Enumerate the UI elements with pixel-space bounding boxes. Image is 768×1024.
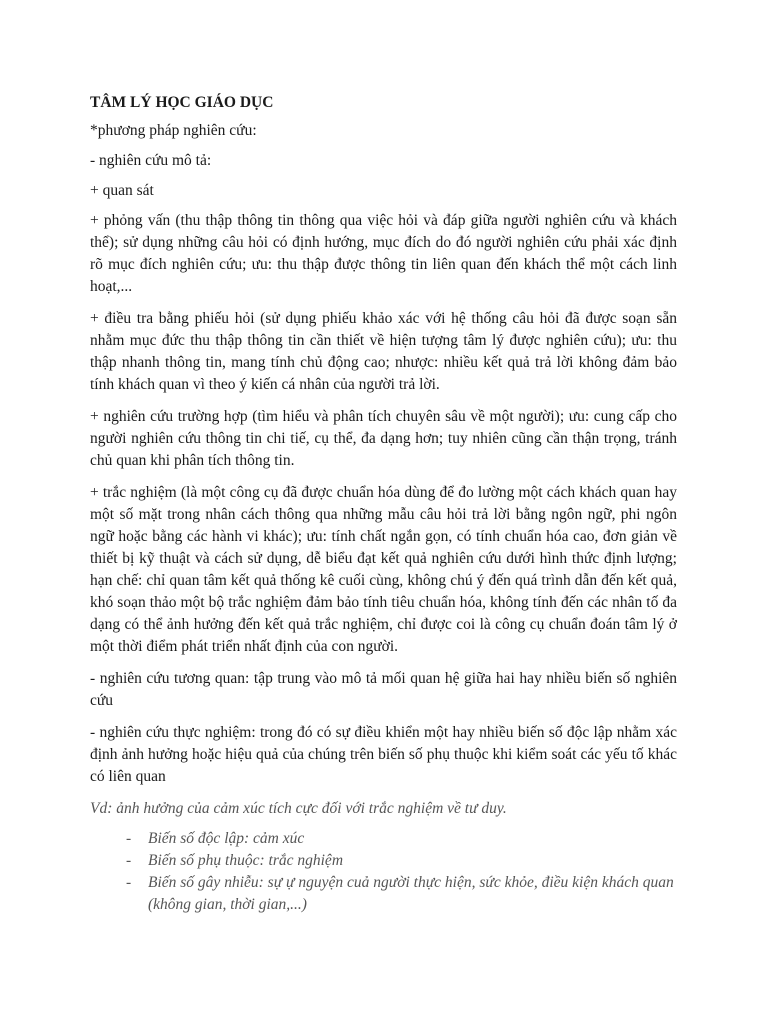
document-title: TÂM LÝ HỌC GIÁO DỤC	[90, 94, 274, 111]
item-case-study: + nghiên cứu trường hợp (tìm hiểu và phân tích chuyên sâu về một người); ưu: cung cấp cho người nghiên cứu thông tin chi tiế, cụ thể, đa dạng hơn; tuy nhiên cũng cần thận trọng, tránh chủ quan khi phân tích thông tin.	[90, 408, 677, 469]
list-item-text: Biến số gây nhiễu: sự ự nguyện cuả người thực hiện, sức khỏe, điều kiện khách quan (không gian, thời gian,...)	[148, 874, 674, 913]
list-dash-marker: -	[126, 830, 132, 847]
item-psychological-test: + trắc nghiệm (là một công cụ đã được chuẩn hóa dùng để đo lường một cách khách quan hay một số mặt trong nhân cách thông qua những mẫu câu hỏi trả lời bằng ngôn ngữ, phi ngôn ngữ hoặc bằng các hành vi khác); ưu: tính chất ngắn gọn, có tính chuẩn hóa cao, đơn giản về thiết bị kỹ thuật và cách sử dụng, dễ biểu đạt kết quả nghiên cứu dưới hình thức định lượng; hạn chế: chỉ quan tâm kết quả thống kê cuối cùng, không chú ý đến quá trình dẫn đến kết quả, khó soạn thảo một bộ trắc nghiệm đảm bảo tính tiêu chuẩn hóa, không tính đến các nhân tố đa dạng có thể ảnh hưởng đến kết quả trắc nghiệm, chỉ được coi là công cụ chuẩn đoán tâm lý ở một thời điểm phát triển nhất định của con người.	[90, 484, 677, 655]
list-dash-marker: -	[126, 874, 132, 891]
list-item	[90, 828, 677, 850]
item-questionnaire-survey: + điều tra bằng phiếu hỏi (sử dụng phiếu khảo xác với hệ thống câu hỏi đã được soạn sẵn nhằm mục đức thu thập thông tin cần thiết về hiện tượng tâm lý được nghiên cứu); ưu: thu thập nhanh thông tin, mang tính chủ động cao; nhược: nhiều kết quả trả lời không đảm bảo tính khách quan vì theo ý kiến cá nhân của người trả lời.	[90, 310, 677, 393]
list-dash-marker: -	[126, 852, 132, 869]
example-line: Vd: ảnh hưởng của cảm xúc tích cực đối với trắc nghiệm về tư duy.	[90, 800, 507, 817]
item-experimental-research: - nghiên cứu thực nghiệm: trong đó có sự điều khiển một hay nhiều biến số độc lập nhằm xác định ảnh hưởng hoặc hiệu quả của chúng trên biến số phụ thuộc khi kiểm soát các yếu tố khác có liên quan	[90, 724, 677, 785]
subheading-descriptive-research: - nghiên cứu mô tả:	[90, 152, 212, 169]
document-page	[90, 92, 677, 916]
variables-list	[90, 828, 677, 916]
list-item	[90, 850, 677, 872]
list-item-text: Biến số phụ thuộc: trắc nghiệm	[148, 852, 344, 869]
section-heading-methods: *phương pháp nghiên cứu:	[90, 122, 257, 139]
item-observation: + quan sát	[90, 182, 154, 199]
item-correlational-research: - nghiên cứu tương quan: tập trung vào mô tả mối quan hệ giữa hai hay nhiều biến số nghiên cứu	[90, 670, 677, 709]
list-item-text: Biến số độc lập: cảm xúc	[148, 830, 305, 847]
list-item	[90, 872, 677, 916]
item-interview: + phỏng vấn (thu thập thông tin thông qua việc hỏi và đáp giữa người nghiên cứu và khách thể); sử dụng những câu hỏi có định hướng, mục đích do đó người nghiên cứu phải xác định rõ mục đích nghiên cứu; ưu: thu thập được thông tin liên quan đến khách thể một cách linh hoạt,...	[90, 212, 677, 295]
